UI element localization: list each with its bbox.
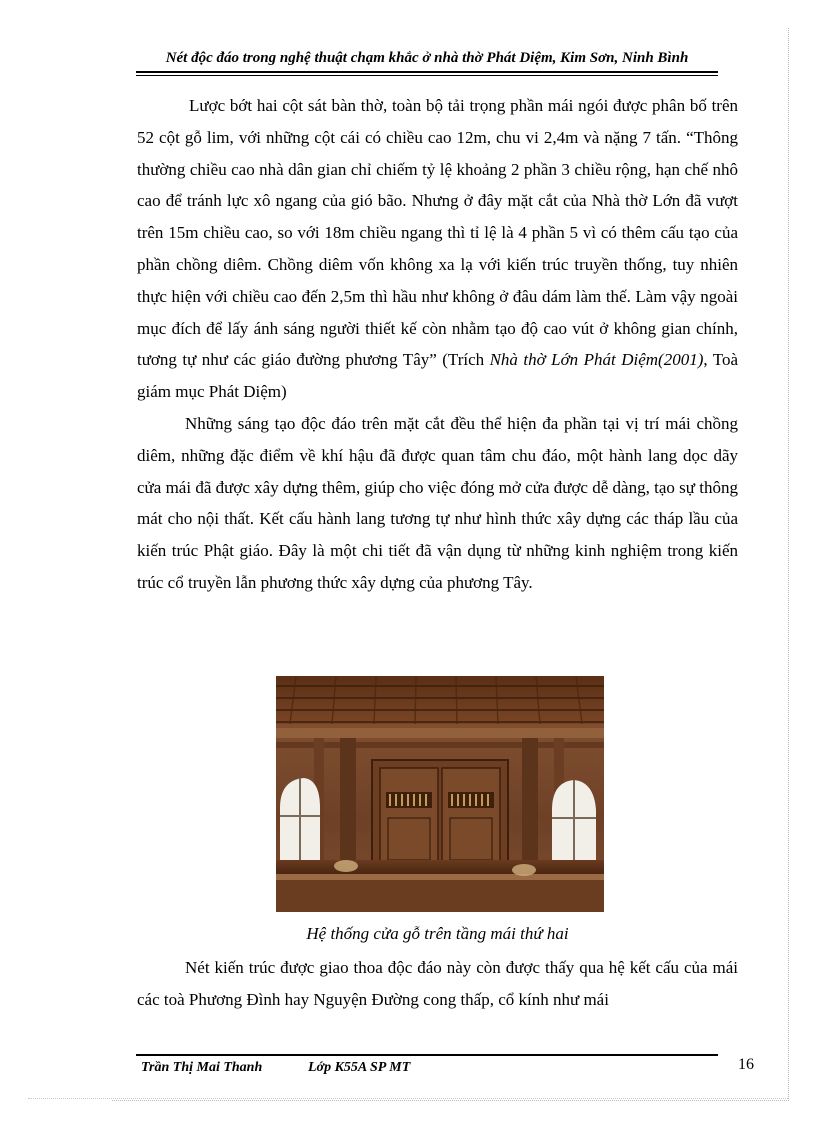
bottom-dotted-line [28,1098,788,1099]
body-text-continued [137,952,738,1016]
wooden-doors-photo [276,676,604,912]
footer-author: Trần Thị Mai Thanh [141,1060,263,1075]
citation-title: Nhà thờ Lớn Phát Diệm(2001) [489,350,704,370]
paragraph-2: Những sáng tạo độc đáo trên mặt cắt đều thể hiện đa phần tại vị trí mái chồng diêm, những đặc điểm về khí hậu đã được quan tâm chu đáo, một hành lang dọc dãy cửa mái đã được xây dựng thêm, giúp cho việc đóng mở cửa được dễ dàng, tạo sự thông mát cho nội thất. Kết cấu hành lang tương tự như hình thức xây dựng các tháp lầu của kiến trúc Phật giáo. Đây là một chi tiết đã vận dụng từ những kinh nghiệm trong kiến trúc cổ truyền lẫn phương thức xây dựng của phương Tây. [137,413,738,592]
footer-rule [136,1054,718,1056]
body-text [137,90,738,599]
footer-class: Lớp K55A SP MT [308,1060,411,1075]
header-rule [136,71,718,73]
paragraph-3: Nét kiến trúc được giao thoa độc đáo này còn được thấy qua hệ kết cấu của mái các toà Phương Đình hay Nguyện Đường cong thấp, cổ kính như mái [137,958,738,1009]
figure-caption: Hệ thống cửa gỗ trên tầng mái thứ hai [306,924,569,943]
page-number: 16 [738,1056,754,1073]
header-rule-thin [136,75,718,76]
running-header: Nét độc đáo trong nghệ thuật chạm khắc ở nhà thờ Phát Diệm, Kim Sơn, Ninh Bình [165,50,689,66]
paragraph-1: Lược bớt hai cột sát bàn thờ, toàn bộ tải trọng phần mái ngói được phân bố trên 52 cột gỗ lim, với những cột cái có chiều cao 12m, chu vi 2,4m và nặng 7 tấn. “Thông thường chiều cao nhà dân gian chỉ chiếm tỷ lệ khoảng 2 phần 3 chiều rộng, hạn chế nhô cao để tránh lực xô ngang của gió bão. Nhưng ở đây mặt cắt của Nhà thờ Lớn đã vượt trên 15m chiều cao, so với 18m chiều ngang thì tỉ lệ là 4 phần 5 vì có thêm cấu tạo của phần chồng diêm. Chồng diêm vốn không xa lạ với kiến trúc truyền thống, tuy nhiên thực hiện với chiều cao đến 2,5m thì hầu như không ở đâu dám làm thế. Làm vậy ngoài mục đích để lấy ánh sáng người thiết kế còn nhằm tạo độ cao vút ở không gian chính, tương tự như các giáo đường phương Tây” (Trích Nhà thờ Lớn Phát Diệm(2001), Toà giám mục Phát Diệm) [137,96,739,402]
